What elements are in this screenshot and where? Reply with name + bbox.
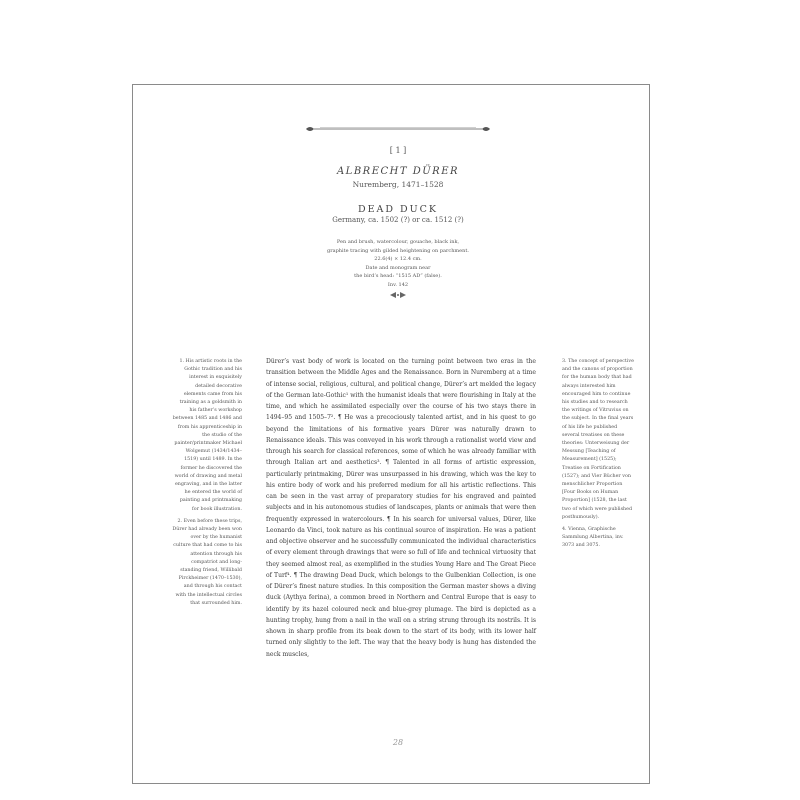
body-text: Dürer’s vast body of work is located on the turning point between two eras in the transition between the Middle Ages and the Renaissance. Born in Nuremberg at a time of intense social, religious, cultural, and political change, Dürer’s art melded the legacy of the German late-Gothic¹ with the humanist ideals that were flourishing in Italy at the time, and which he assimilated especially over the course of his two stays there in 1494–95 and 1505–7². ¶ He was a precociously talented artist, and in his quest to go beyond the limitations of his formative years Dürer was naturally drawn to Renaissance ideals. This was conveyed in his work through a rationalist world view and through his search for classical references, some of which he was already familiar with through Italian art and aesthetics³. ¶ Talented in all forms of artistic expression, particularly printmaking, Dürer was unsurpassed in his drawing, which was the key to his entire body of work and his preferred medium for all his artistic reflections. This can be seen in the vast array of preparatory studies for his engraved and painted subjects and in his autonomous studies of landscapes, plants or animals that were then frequently expressed in watercolours. ¶ In his search for universal values, Dürer, like Leonardo da Vinci, took nature as his continual source of inspiration. He was a patient and objective observer and he successfully communicated the individual characteristics of every element through drawings that were so full of life and technical virtuosity that they seemed almost real, as exemplified in the studies Young Hare and The Great Piece of Turf⁴. ¶ The drawing Dead Duck, which belongs to the Gulbenkian Collection, is one of Dürer’s finest nature studies. In this composition the German master shows a diving duck (Aythya ferina), a common breed in Northern and Central Europe that is easy to identify by its hazel coloured neck and blue-grey plumage. The bird is depicted as a hunting trophy, hung from a nail in the wall on a string strung through its nostrils. It is shown in sharp profile from its beak down to the start of its body, with its lower half turned only slightly to the left. The way that the heavy body is hung has distended the neck muscles, [266, 358, 537, 658]
technical-line: Date and monogram near [365, 264, 431, 271]
work-title: DEAD DUCK [357, 204, 439, 215]
footnote-4: 4. Vienna, Graphische Sammlung Albertina, inv. 3073 and 3075. [562, 527, 624, 549]
technical-line: Pen and brush, watercolour, gouache, black ink, [336, 239, 460, 245]
technical-line: 22.6(4) × 12.4 cm. [374, 256, 422, 262]
footnotes-right [562, 358, 636, 555]
page-number: 28 [392, 738, 404, 747]
artist-name: ALBRECHT DÜRER [336, 166, 460, 177]
divider-ornament [388, 291, 408, 299]
footnote-3: 3. The concept of perspective and the canons of proportion for the human body that had always interested him encouraged him to continue his studies and to research the writings of Vitruvius on the subject. In the final years of his life he published several treatises on these theories: Unterweisung der Messung [Teaching of Measurement] (1525); Treatise on Fortification (1527); and Vier Bücher von menschlicher Proportion [Four Books on Human Proportion] (1528, the last two of which were published posthumously). [562, 359, 634, 520]
artist-dates: Nuremberg, 1471–1528 [352, 180, 444, 189]
header-ornament [306, 124, 490, 134]
section-number: [ 1 ] [389, 146, 407, 155]
technical-details [300, 238, 496, 289]
footnotes-left [172, 358, 242, 612]
work-dates: Germany, ca. 1502 (?) or ca. 1512 (?) [332, 216, 464, 224]
technical-line: Inv. 142 [387, 281, 409, 288]
technical-line: the bird’s head: “1515 AD” (false). [354, 273, 442, 279]
technical-line: graphite tracing with gilded heightening on parchment. [327, 247, 469, 254]
footnote-1: 1. His artistic roots in the Gothic tradition and his interest in exquisitely detailed decorative elements came from his training as a goldsmith in his father’s workshop between 1485 and 1486 and from his apprenticeship in the studio of the painter/printmaker Michael Wolgemut (1434/1434–1519) until 1489. In the former he discovered the world of drawing and metal engraving, and in the latter he entered the world of painting and printmaking for book illustration. [172, 359, 242, 512]
footnote-2: 2. Even before these trips, Dürer had already been won over by the humanist culture that had come to his attention through his compatriot and long-standing friend, Willibald Pirckheimer (1470–1530), and through his contact with the intellectual circles that surrounded him. [172, 518, 242, 606]
